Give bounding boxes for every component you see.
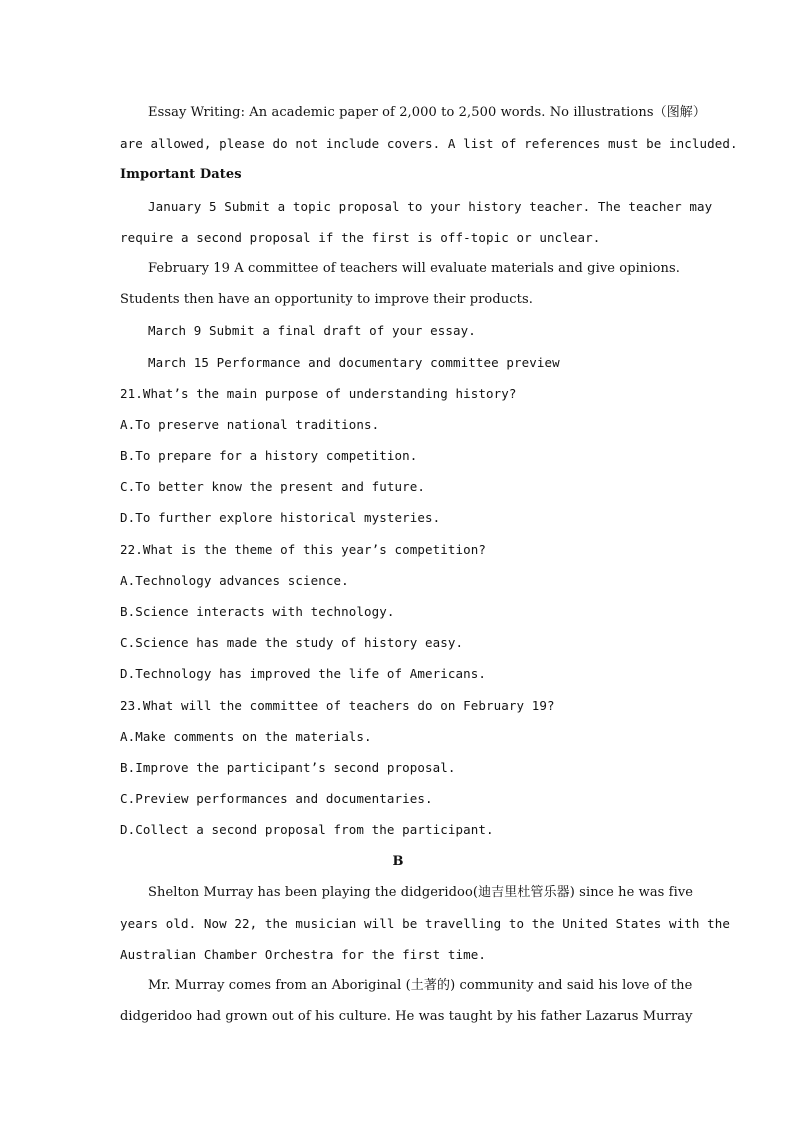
section-b-p1-line-1: Shelton Murray has been playing the didgeridoo(迪吉里杜管乐器) since he was five — [148, 884, 694, 900]
essay-line-1: Essay Writing: An academic paper of 2,000 to 2,500 words. No illustrations（图解） — [148, 105, 706, 120]
question-21-option-c: C.To better know the present and future. — [120, 479, 426, 495]
march-9-line: March 9 Submit a final draft of your essay. — [148, 323, 476, 339]
question-22-option-a: A.Technology advances science. — [120, 572, 349, 588]
important-dates-heading: Important Dates — [120, 167, 242, 183]
question-23-option-a: A.Make comments on the materials. — [120, 728, 372, 744]
question-21-option-d: D.To further explore historical mysteries. — [120, 510, 441, 526]
section-b-p1-line-2: years old. Now 22, the musician will be travelling to the United States with the — [120, 915, 731, 931]
question-23-option-d: D.Collect a second proposal from the participant. — [120, 822, 494, 838]
february-line-1: February 19 A committee of teachers will evaluate materials and give opinions. — [148, 260, 681, 276]
document-page — [120, 97, 738, 1033]
january-line-2: require a second proposal if the first is off-topic or unclear. — [120, 229, 601, 245]
section-b-heading: B — [392, 853, 404, 869]
february-line-2: Students then have an opportunity to improve their products. — [120, 292, 533, 308]
question-22-option-b: B.Science interacts with technology. — [120, 604, 395, 619]
question-23-stem: 23.What will the committee of teachers do on February 19? — [120, 697, 555, 713]
question-21-option-a: A.To preserve national traditions. — [120, 416, 380, 432]
question-21-stem: 21.What’s the main purpose of understanding history? — [120, 385, 517, 401]
section-b-p1-line-3: Australian Chamber Orchestra for the first time. — [120, 947, 487, 963]
question-22-option-c: C.Science has made the study of history easy. — [120, 635, 464, 651]
question-21-option-b: B.To prepare for a history competition. — [120, 448, 418, 464]
january-line-1: January 5 Submit a topic proposal to your history teacher. The teacher may — [148, 198, 713, 214]
essay-line-2: are allowed, please do not include covers. A list of references must be included. — [120, 136, 738, 152]
section-b-p2-line-1: Mr. Murray comes from an Aboriginal (土著的) community and said his love of the — [148, 978, 693, 994]
section-b-p2-line-2: didgeridoo had grown out of his culture. He was taught by his father Lazarus Murray — [120, 1009, 693, 1025]
question-22-stem: 22.What is the theme of this year’s competition? — [120, 541, 487, 557]
march-15-line: March 15 Performance and documentary committee preview — [148, 354, 560, 370]
question-22-option-d: D.Technology has improved the life of Americans. — [120, 666, 487, 682]
question-23-option-c: C.Preview performances and documentaries. — [120, 791, 433, 807]
question-23-option-b: B.Improve the participant’s second proposal. — [120, 759, 456, 775]
